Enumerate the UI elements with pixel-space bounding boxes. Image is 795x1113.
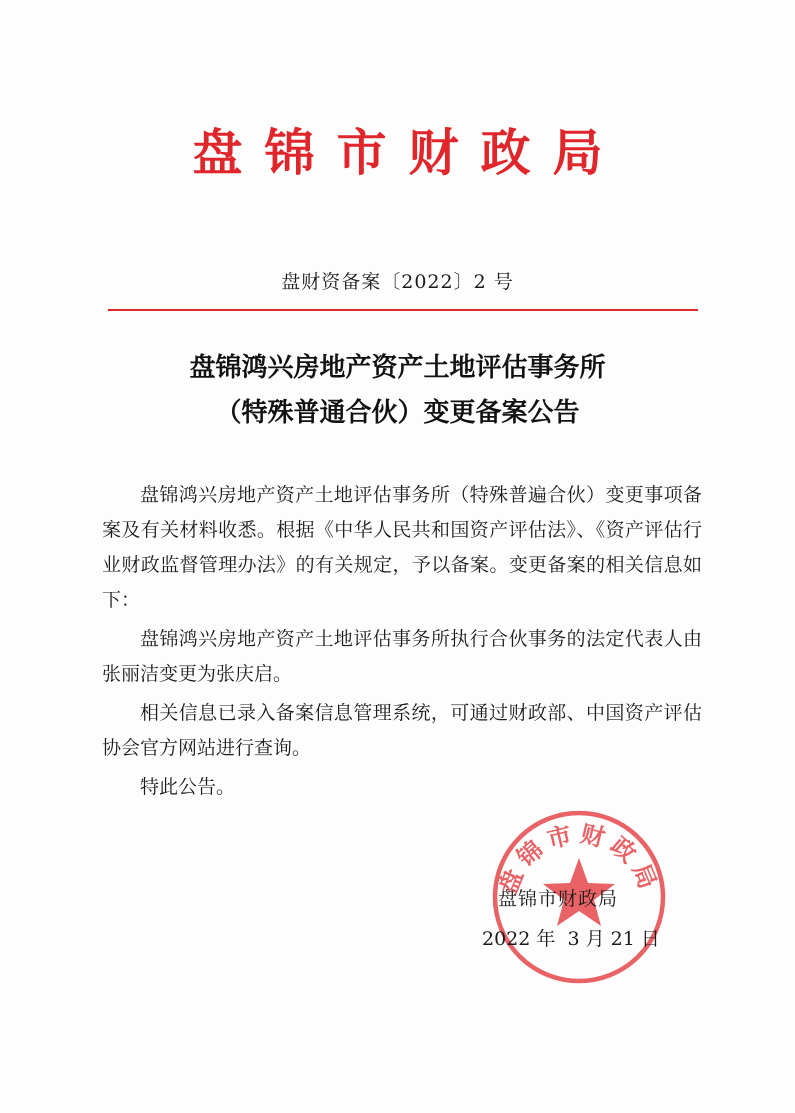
body-paragraph: 盘锦鸿兴房地产资产土地评估事务所（特殊普遍合伙）变更事项备案及有关材料收悉。根据《中华人民共和国资产评估法》、《资产评估行业财政监督管理办法》的有关规定，予以备案。变更备案的相关信息如下： (102, 484, 702, 611)
notice-title-line-1: 盘锦鸿兴房地产资产土地评估事务所 (189, 353, 606, 383)
masthead-title: 盘锦市财政局 (192, 124, 625, 182)
seal-text: 盘锦市财政局 (493, 819, 665, 899)
red-divider-line (108, 309, 698, 311)
signature-date: 2022 年 3 月 21 日 (482, 928, 660, 950)
body-paragraph: 相关信息已录入备案信息管理系统，可通过财政部、中国资产评估协会官方网站进行查询。 (102, 702, 702, 759)
signature-organization: 盘锦市财政局 (498, 888, 619, 910)
notice-body (102, 478, 702, 809)
body-paragraph: 盘锦鸿兴房地产资产土地评估事务所执行合伙事务的法定代表人由张丽洁变更为张庆启。 (102, 628, 702, 685)
document-number: 盘财资备案〔2022〕2 号 (281, 271, 514, 293)
notice-title-line-2: （特殊普通合伙）变更备案公告 (215, 398, 580, 428)
body-paragraph: 特此公告。 (140, 776, 236, 798)
